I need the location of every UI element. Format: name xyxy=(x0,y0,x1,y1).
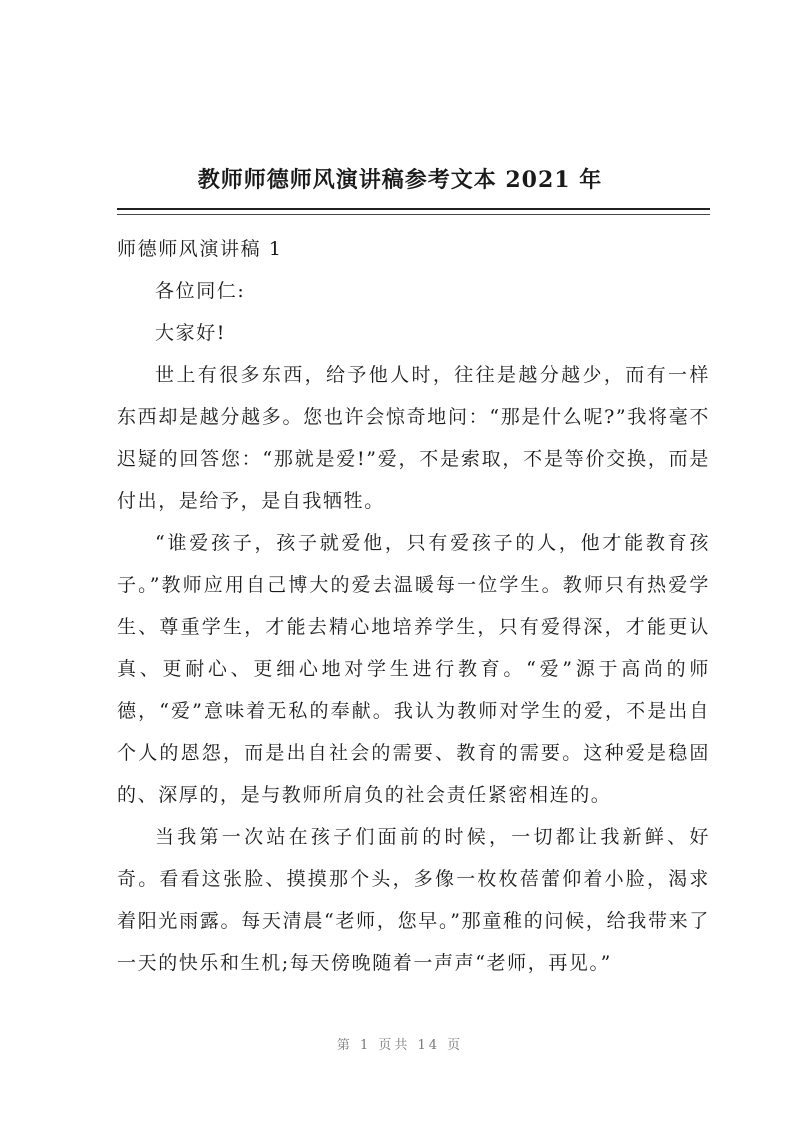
document-body xyxy=(117,228,710,984)
paragraph-3: 当我第一次站在孩子们面前的时候，一切都让我新鲜、好奇。看看这张脸、摸摸那个头，多像一枚枚蓓蕾仰着小脸，渴求着阳光雨露。每天清晨“老师，您早。”那童稚的问候，给我带来了一天的快乐和生机;每天傍晚随着一声声“老师，再见。” xyxy=(117,826,710,974)
paragraph-2: “谁爱孩子，孩子就爱他，只有爱孩子的人，他才能教育孩子。”教师应用自己博大的爱去温暖每一位学生。教师只有热爱学生、尊重学生，才能去精心地培养学生，只有爱得深，才能更认真、更耐心、更细心地对学生进行教育。“爱”源于高尚的师德，“爱”意味着无私的奉献。我认为教师对学生的爱，不是出自个人的恩怨，而是出自社会的需要、教育的需要。这种爱是稳固的、深厚的，是与教师所肩负的社会责任紧密相连的。 xyxy=(117,532,710,806)
paragraph-greeting: 大家好! xyxy=(155,322,227,344)
paragraph-1: 世上有很多东西，给予他人时，往往是越分越少，而有一样东西却是越分越多。您也许会惊奇地问：“那是什么呢?”我将毫不迟疑的回答您：“那就是爱!”爱，不是索取，不是等价交换，而是付出，是给予，是自我牺牲。 xyxy=(117,364,710,512)
document-title: 教师师德师风演讲稿参考文本 2021 年 xyxy=(197,167,603,193)
section-heading: 师德师风演讲稿 1 xyxy=(117,238,283,260)
paragraph-salutation: 各位同仁: xyxy=(155,280,246,302)
title-rule-thin xyxy=(117,214,710,215)
title-rule-thick xyxy=(117,208,710,210)
page-footer: 第 1 页共 14 页 xyxy=(336,1038,464,1053)
